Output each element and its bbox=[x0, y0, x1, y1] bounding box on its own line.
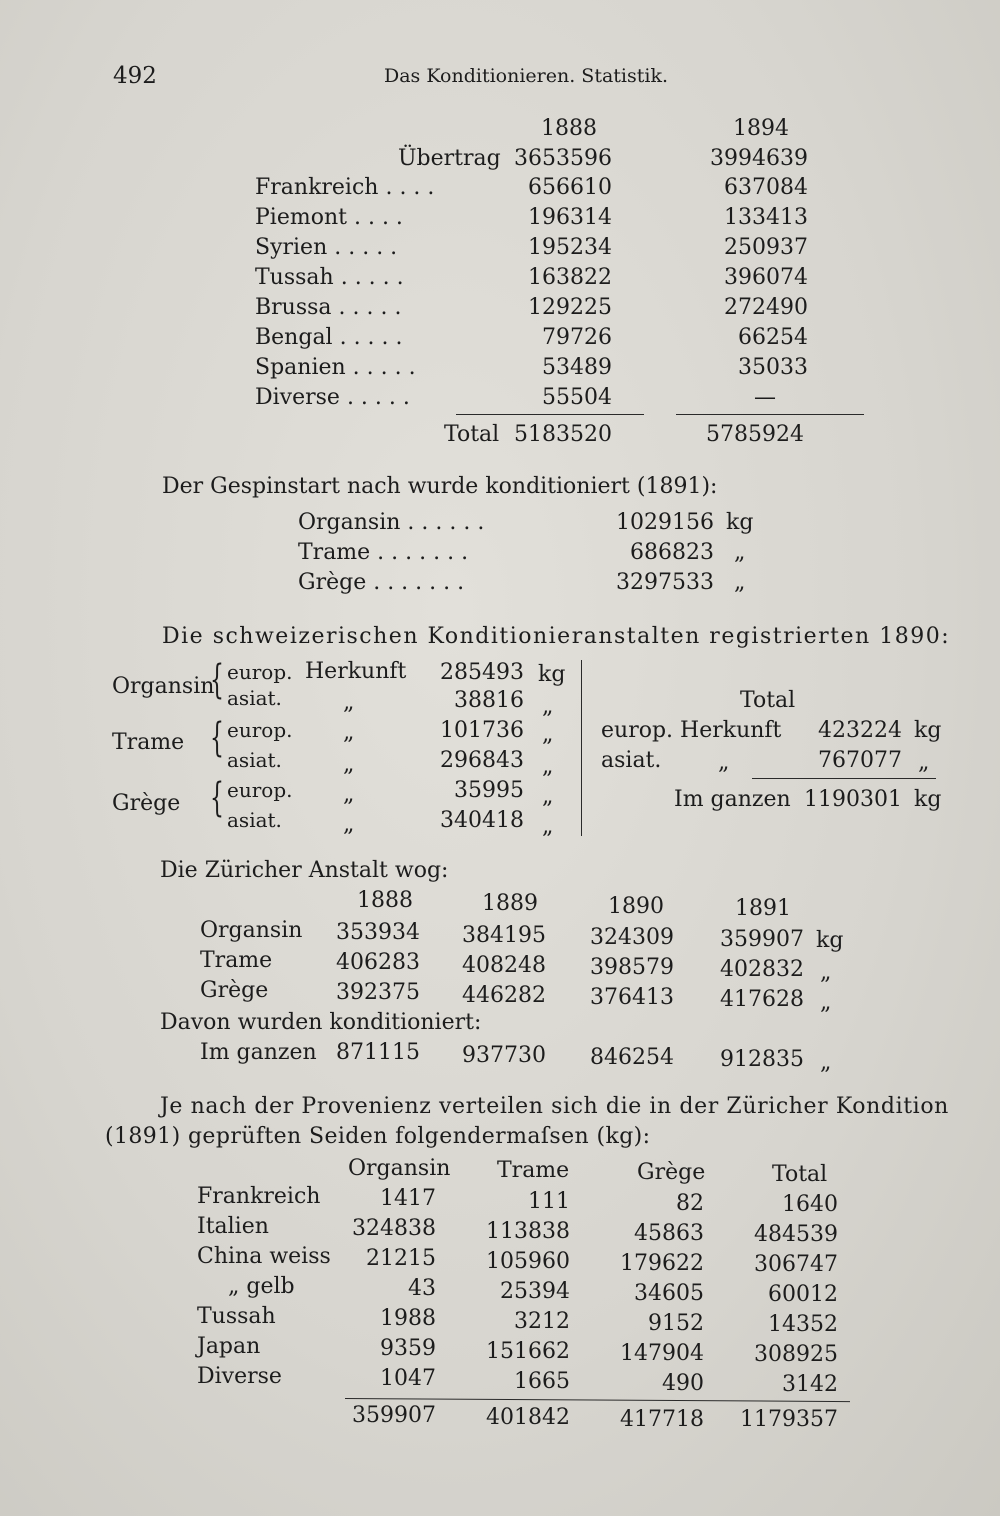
cell-value: 43 bbox=[408, 1276, 436, 1301]
year-header: 1891 bbox=[735, 896, 791, 921]
group-label: Grège bbox=[112, 791, 181, 816]
cell-value: 101736 bbox=[440, 718, 524, 743]
paragraph-intro: Die schweizerischen Konditionieranstalten registrierten 1890: bbox=[162, 624, 951, 649]
cell-value: 296843 bbox=[440, 748, 524, 773]
unit: „ bbox=[542, 784, 554, 809]
cell-value: 133413 bbox=[724, 205, 808, 230]
row-label: Bengal . . . . . bbox=[255, 325, 403, 350]
cell-value: 392375 bbox=[336, 980, 420, 1005]
cell-value: 406283 bbox=[336, 950, 420, 975]
total-value: 5183520 bbox=[514, 422, 612, 447]
cell-value: 14352 bbox=[768, 1312, 838, 1337]
cell-value: 111 bbox=[528, 1189, 570, 1214]
unit: kg bbox=[726, 510, 754, 535]
group-label: Trame bbox=[112, 730, 185, 755]
row-label: Frankreich . . . . bbox=[255, 175, 435, 200]
sum-rule bbox=[345, 1398, 850, 1402]
cell-value: 45863 bbox=[634, 1221, 704, 1246]
cell-value: 1665 bbox=[514, 1369, 570, 1394]
page-number: 492 bbox=[113, 63, 157, 89]
paragraph-intro: Je nach der Provenienz verteilen sich die in der Züricher Kondition bbox=[160, 1094, 949, 1119]
cell-value: 308925 bbox=[754, 1342, 838, 1367]
unit: „ bbox=[820, 960, 832, 985]
cell-value: 484539 bbox=[754, 1222, 838, 1247]
row-label: Organsin bbox=[200, 918, 303, 943]
brace-symbol: { bbox=[210, 715, 224, 761]
carry-value: 3653596 bbox=[514, 146, 612, 171]
brace-symbol: { bbox=[210, 657, 224, 703]
carry-value: 3994639 bbox=[710, 146, 808, 171]
origin-mark: Herkunft bbox=[305, 659, 407, 684]
cell-value: 686823 bbox=[630, 540, 714, 565]
row-label: Im ganzen bbox=[200, 1040, 317, 1065]
unit: kg bbox=[538, 662, 566, 687]
cell-value: 196314 bbox=[528, 205, 612, 230]
origin-label: asiat. bbox=[227, 748, 282, 772]
cell-value: 35033 bbox=[738, 355, 808, 380]
origin-mark: „ bbox=[343, 782, 355, 807]
running-title: Das Konditionieren. Statistik. bbox=[384, 65, 669, 87]
cell-value: 402832 bbox=[720, 957, 804, 982]
unit: „ bbox=[542, 694, 554, 719]
cell-value: 398579 bbox=[590, 955, 674, 980]
cell-value: 767077 bbox=[818, 748, 902, 773]
unit: „ bbox=[820, 1050, 832, 1075]
total-value: 401842 bbox=[486, 1405, 570, 1430]
year-header: 1888 bbox=[541, 116, 597, 141]
cell-value: 151662 bbox=[486, 1339, 570, 1364]
cell-value: 53489 bbox=[542, 355, 612, 380]
unit: „ bbox=[542, 754, 554, 779]
column-header: Trame bbox=[497, 1158, 570, 1183]
sum-rule bbox=[676, 414, 864, 415]
unit: kg bbox=[816, 928, 844, 953]
cell-value: — bbox=[754, 385, 776, 410]
paragraph-intro: Die Züricher Anstalt wog: bbox=[160, 858, 449, 883]
total-value: 359907 bbox=[352, 1403, 436, 1428]
total-value: 5785924 bbox=[706, 422, 804, 447]
cell-value: 9359 bbox=[380, 1336, 436, 1361]
cell-value: 423224 bbox=[818, 718, 902, 743]
row-label: Syrien . . . . . bbox=[255, 235, 398, 260]
cell-value: 195234 bbox=[528, 235, 612, 260]
unit: „ bbox=[542, 722, 554, 747]
cell-value: 490 bbox=[662, 1371, 704, 1396]
row-label: Trame bbox=[200, 948, 273, 973]
cell-value: 417628 bbox=[720, 987, 804, 1012]
paragraph-intro: (1891) geprüften Seiden folgendermaſsen (kg): bbox=[105, 1124, 651, 1149]
origin-label: europ. bbox=[227, 718, 293, 742]
unit: „ bbox=[542, 814, 554, 839]
cell-value: 340418 bbox=[440, 808, 524, 833]
column-header: Total bbox=[772, 1162, 828, 1187]
cell-value: 285493 bbox=[440, 660, 524, 685]
cell-value: 1417 bbox=[380, 1186, 436, 1211]
row-label: Diverse bbox=[197, 1364, 282, 1389]
cell-value: 637084 bbox=[724, 175, 808, 200]
cell-value: 656610 bbox=[528, 175, 612, 200]
cell-value: 105960 bbox=[486, 1249, 570, 1274]
origin-label: asiat. bbox=[227, 686, 282, 710]
cell-value: 1047 bbox=[380, 1366, 436, 1391]
cell-value: 384195 bbox=[462, 923, 546, 948]
cell-value: 1029156 bbox=[616, 510, 714, 535]
cell-value: 163822 bbox=[528, 265, 612, 290]
unit: „ bbox=[734, 570, 746, 595]
row-label: Organsin . . . . . . bbox=[298, 510, 485, 535]
cell-value: 147904 bbox=[620, 1341, 704, 1366]
origin-mark: „ bbox=[718, 750, 730, 775]
total-value: 1179357 bbox=[740, 1407, 838, 1432]
row-label: Spanien . . . . . bbox=[255, 355, 416, 380]
row-label: China weiss bbox=[197, 1244, 331, 1269]
row-label: Japan bbox=[197, 1334, 261, 1359]
carry-label: Übertrag bbox=[398, 146, 501, 171]
column-divider bbox=[581, 660, 582, 836]
row-label: Italien bbox=[197, 1214, 269, 1239]
row-label: Tussah . . . . . bbox=[255, 265, 404, 290]
column-header: Grège bbox=[637, 1160, 706, 1185]
origin-mark: „ bbox=[343, 690, 355, 715]
unit: kg bbox=[914, 718, 942, 743]
paragraph-intro: Der Gespinstart nach wurde konditioniert (1891): bbox=[162, 474, 718, 499]
column-header: Organsin bbox=[348, 1156, 451, 1181]
row-label: europ. Herkunft bbox=[601, 718, 782, 743]
total-label: Total bbox=[444, 422, 500, 447]
cell-value: 359907 bbox=[720, 927, 804, 952]
cell-value: 60012 bbox=[768, 1282, 838, 1307]
row-label: Grège bbox=[200, 978, 269, 1003]
grand-total-value: 1190301 bbox=[804, 787, 902, 812]
cell-value: 1988 bbox=[380, 1306, 436, 1331]
cell-value: 324309 bbox=[590, 925, 674, 950]
cell-value: 66254 bbox=[738, 325, 808, 350]
cell-value: 38816 bbox=[454, 688, 524, 713]
sum-rule bbox=[752, 778, 936, 779]
cell-value: 396074 bbox=[724, 265, 808, 290]
total-heading: Total bbox=[740, 688, 796, 713]
cell-value: 1640 bbox=[782, 1192, 838, 1217]
cell-value: 35995 bbox=[454, 778, 524, 803]
unit: „ bbox=[918, 750, 930, 775]
unit: kg bbox=[914, 787, 942, 812]
row-label: Piemont . . . . bbox=[255, 205, 403, 230]
row-label: Tussah bbox=[197, 1304, 276, 1329]
cell-value: 113838 bbox=[486, 1219, 570, 1244]
cell-value: 3212 bbox=[514, 1309, 570, 1334]
cell-value: 79726 bbox=[542, 325, 612, 350]
cell-value: 408248 bbox=[462, 953, 546, 978]
origin-label: asiat. bbox=[227, 808, 282, 832]
cell-value: 3142 bbox=[782, 1372, 838, 1397]
cell-value: 846254 bbox=[590, 1045, 674, 1070]
year-header: 1894 bbox=[733, 116, 789, 141]
unit: „ bbox=[820, 990, 832, 1015]
cell-value: 272490 bbox=[724, 295, 808, 320]
row-label: asiat. bbox=[601, 748, 662, 773]
row-label: Trame . . . . . . . bbox=[298, 540, 469, 565]
cell-value: 129225 bbox=[528, 295, 612, 320]
cell-value: 9152 bbox=[648, 1311, 704, 1336]
origin-label: europ. bbox=[227, 660, 293, 684]
cell-value: 937730 bbox=[462, 1043, 546, 1068]
row-label: „ gelb bbox=[228, 1274, 295, 1299]
cell-value: 376413 bbox=[590, 985, 674, 1010]
cell-value: 55504 bbox=[542, 385, 612, 410]
cell-value: 324838 bbox=[352, 1216, 436, 1241]
origin-mark: „ bbox=[343, 720, 355, 745]
cell-value: 353934 bbox=[336, 920, 420, 945]
grand-total-label: Im ganzen bbox=[674, 787, 791, 812]
total-value: 417718 bbox=[620, 1407, 704, 1432]
cell-value: 3297533 bbox=[616, 570, 714, 595]
cell-value: 446282 bbox=[462, 983, 546, 1008]
row-label: Grège . . . . . . . bbox=[298, 570, 465, 595]
group-label: Organsin bbox=[112, 674, 215, 699]
cell-value: 912835 bbox=[720, 1047, 804, 1072]
year-header: 1888 bbox=[357, 888, 413, 913]
origin-mark: „ bbox=[343, 752, 355, 777]
row-label: Brussa . . . . . bbox=[255, 295, 402, 320]
row-label: Diverse . . . . . bbox=[255, 385, 410, 410]
origin-label: europ. bbox=[227, 778, 293, 802]
cell-value: 306747 bbox=[754, 1252, 838, 1277]
cell-value: 34605 bbox=[634, 1281, 704, 1306]
unit: „ bbox=[734, 540, 746, 565]
row-label: Frankreich bbox=[197, 1184, 321, 1209]
cell-value: 179622 bbox=[620, 1251, 704, 1276]
year-header: 1890 bbox=[608, 894, 664, 919]
cell-value: 871115 bbox=[336, 1040, 420, 1065]
cell-value: 25394 bbox=[500, 1279, 570, 1304]
brace-symbol: { bbox=[210, 775, 224, 821]
sub-intro: Davon wurden konditioniert: bbox=[160, 1010, 482, 1035]
origin-mark: „ bbox=[343, 812, 355, 837]
cell-value: 250937 bbox=[724, 235, 808, 260]
cell-value: 82 bbox=[676, 1191, 704, 1216]
sum-rule bbox=[456, 414, 644, 415]
cell-value: 21215 bbox=[366, 1246, 436, 1271]
year-header: 1889 bbox=[482, 891, 538, 916]
